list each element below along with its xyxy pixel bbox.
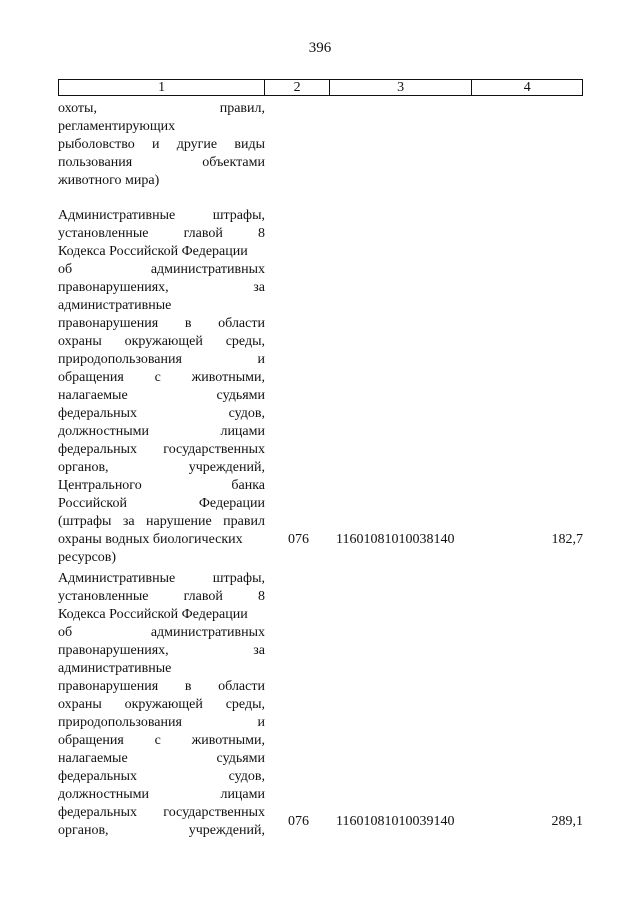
text-line <box>58 696 265 714</box>
text-line <box>58 423 265 441</box>
text-line <box>58 495 265 513</box>
row-2-amount: 289,1 <box>551 814 583 829</box>
text-line <box>58 100 265 118</box>
header-col-2: 2 <box>265 80 330 95</box>
word: судов, <box>228 769 265 784</box>
word: среды, <box>225 697 265 712</box>
word: за <box>122 514 135 529</box>
text-line <box>58 570 265 588</box>
word: животными, <box>191 370 265 385</box>
word: административных <box>150 262 265 277</box>
word: судьями <box>216 751 265 766</box>
text-line <box>58 261 265 279</box>
word: пользования <box>58 155 133 170</box>
word: Административные <box>58 571 176 586</box>
word: федеральных <box>58 769 138 784</box>
word: другие <box>176 137 218 152</box>
text-line <box>58 750 265 768</box>
header-col-4: 4 <box>523 80 531 95</box>
text-line <box>58 642 265 660</box>
word: штрафы, <box>212 208 265 223</box>
text-line <box>58 624 265 642</box>
word: правил, <box>219 101 265 116</box>
text-line <box>58 225 265 243</box>
text-line <box>58 732 265 750</box>
word: судов, <box>228 406 265 421</box>
word: Центрального <box>58 478 142 493</box>
word: правонарушениях, <box>58 280 169 295</box>
word: административные <box>58 298 172 313</box>
word: в <box>184 316 192 331</box>
word: (штрафы <box>58 514 112 529</box>
text-line <box>58 678 265 696</box>
word: за <box>253 280 265 295</box>
word: окружающей <box>124 334 203 349</box>
word: установленные <box>58 226 149 241</box>
word: штрафы, <box>212 571 265 586</box>
text-line <box>58 549 265 567</box>
word: Кодекса Российской Федерации <box>58 607 248 622</box>
text-line <box>58 822 265 840</box>
word: охраны <box>58 334 102 349</box>
text-line <box>58 405 265 423</box>
text-line <box>58 297 265 315</box>
word: административные <box>58 661 172 676</box>
word: органов, <box>58 823 109 838</box>
text-line <box>58 387 265 405</box>
word: государственных <box>163 805 265 820</box>
word: учреждений, <box>188 460 265 475</box>
word: среды, <box>225 334 265 349</box>
word: Кодекса Российской Федерации <box>58 244 248 259</box>
text-line <box>58 804 265 822</box>
word: обращения <box>58 733 124 748</box>
word: и <box>151 137 160 152</box>
word: учреждений, <box>188 823 265 838</box>
word: ресурсов) <box>58 550 117 565</box>
word: налагаемые <box>58 388 128 403</box>
row-2-kbk: 11601081010039140 <box>336 814 455 829</box>
word: объектами <box>202 155 265 170</box>
text-line <box>58 714 265 732</box>
text-line <box>58 786 265 804</box>
text-line <box>58 351 265 369</box>
text-line <box>58 459 265 477</box>
row-2-admin-code: 076 <box>288 814 309 829</box>
word: виды <box>234 137 265 152</box>
word: об <box>58 625 73 640</box>
word: области <box>218 316 265 331</box>
word: 8 <box>257 226 265 241</box>
word: Российской <box>58 496 127 511</box>
word: охоты, <box>58 101 97 116</box>
header-col-1: 1 <box>59 80 265 95</box>
text-line <box>58 172 265 190</box>
word: правонарушения <box>58 316 159 331</box>
word: в <box>184 679 192 694</box>
word: должностными <box>58 787 150 802</box>
word: рыболовство <box>58 137 135 152</box>
text-line <box>58 315 265 333</box>
word: природопользования <box>58 715 182 730</box>
word: окружающей <box>124 697 203 712</box>
word: налагаемые <box>58 751 128 766</box>
text-line <box>58 768 265 786</box>
word: банка <box>231 478 265 493</box>
word: федеральных <box>58 406 138 421</box>
page-number: 396 <box>308 40 332 56</box>
word: органов, <box>58 460 109 475</box>
word: Административные <box>58 208 176 223</box>
row-1-description <box>58 207 265 567</box>
word: лицами <box>220 787 265 802</box>
text-line <box>58 136 265 154</box>
word: об <box>58 262 73 277</box>
text-line <box>58 279 265 297</box>
word: охраны водных биологических <box>58 532 243 547</box>
text-line <box>58 441 265 459</box>
row-1-kbk: 11601081010038140 <box>336 532 455 547</box>
text-line <box>58 531 265 549</box>
word: регламентирующих <box>58 119 176 134</box>
word: и <box>257 715 265 730</box>
text-line <box>58 333 265 351</box>
row-2-description <box>58 570 265 840</box>
word: животного мира) <box>58 173 160 188</box>
word: за <box>253 643 265 658</box>
word: животными, <box>191 733 265 748</box>
word: 8 <box>257 589 265 604</box>
word: правонарушениях, <box>58 643 169 658</box>
word: обращения <box>58 370 124 385</box>
text-line <box>58 207 265 225</box>
word: правил <box>223 514 265 529</box>
word: административных <box>150 625 265 640</box>
header-col-3: 3 <box>330 80 472 95</box>
word: главой <box>183 226 223 241</box>
word: судьями <box>216 388 265 403</box>
row-1-amount: 182,7 <box>551 532 583 547</box>
word: государственных <box>163 442 265 457</box>
word: Федерации <box>198 496 265 511</box>
word: охраны <box>58 697 102 712</box>
word: установленные <box>58 589 149 604</box>
word: федеральных <box>58 442 138 457</box>
word: лицами <box>220 424 265 439</box>
text-line <box>58 154 265 172</box>
word: должностными <box>58 424 150 439</box>
text-line <box>58 477 265 495</box>
text-line <box>58 243 265 261</box>
continued-text <box>58 100 265 190</box>
text-line <box>58 660 265 678</box>
word: федеральных <box>58 805 138 820</box>
word: природопользования <box>58 352 182 367</box>
text-line <box>58 606 265 624</box>
text-line <box>58 369 265 387</box>
word: нарушение <box>146 514 212 529</box>
text-line <box>58 513 265 531</box>
word: с <box>154 370 161 385</box>
word: правонарушения <box>58 679 159 694</box>
text-line <box>58 118 265 136</box>
word: области <box>218 679 265 694</box>
table-header <box>58 79 583 96</box>
word: и <box>257 352 265 367</box>
word: с <box>154 733 161 748</box>
row-1-admin-code: 076 <box>288 532 309 547</box>
word: главой <box>183 589 223 604</box>
text-line <box>58 588 265 606</box>
